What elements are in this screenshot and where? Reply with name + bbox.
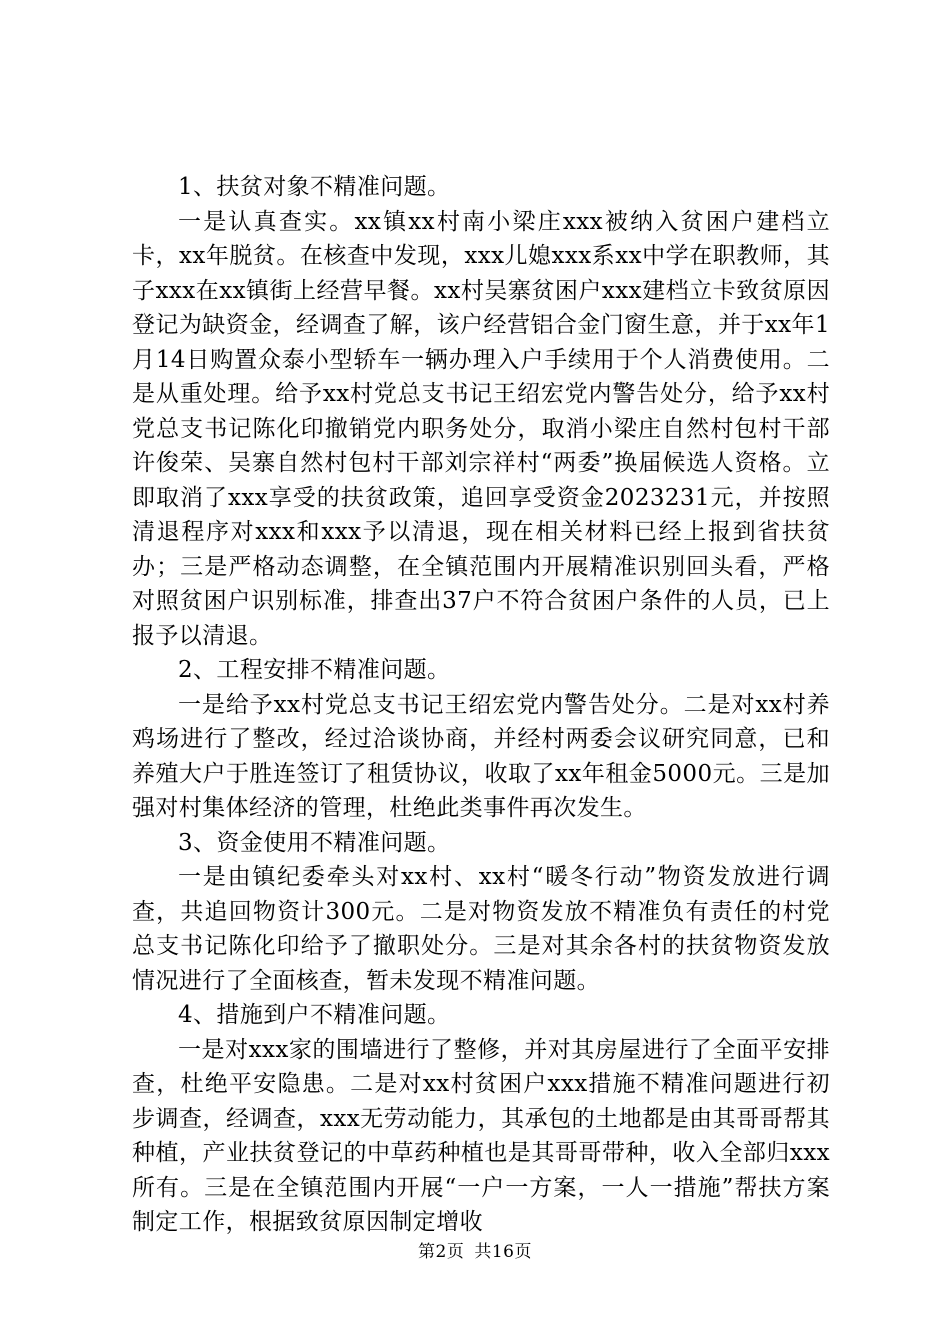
document-body [132, 170, 830, 1240]
heading-1-target-accuracy: 1、扶贫对象不精准问题。 [178, 174, 451, 200]
heading-4-household-measures: 4、措施到户不精准问题。 [178, 1002, 451, 1028]
page-total: 共16页 [474, 1242, 532, 1262]
page-footer [0, 1241, 950, 1263]
page-number: 第2页 [418, 1242, 465, 1262]
heading-2-project-arrangement: 2、工程安排不精准问题。 [178, 657, 451, 683]
paragraph-4-measures: 一是对xxx家的围墙进行了整修，并对其房屋进行了全面平安排查，杜绝平安隐患。二是对xx村贫困户xxx措施不精准问题进行初步调查，经调查，xxx无劳动能力，其承包的土地都是由其哥哥帮其种植，产业扶贫登记的中草药种植也是其哥哥带种，收入全部归xxx所有。三是在全镇范围内开展“一户一方案，一人一措施”帮扶方案制定工作，根据致贫原因制定增收 [132, 1036, 830, 1235]
paragraph-3-measures: 一是由镇纪委牵头对xx村、xx村“暖冬行动”物资发放进行调查，共追回物资计300元。二是对物资发放不精准负有责任的村党总支书记陈化印给予了撤职处分。三是对其余各村的扶贫物资发放情况进行了全面核查，暂未发现不精准问题。 [132, 864, 830, 994]
paragraph-1-measures: 一是认真查实。xx镇xx村南小梁庄xxx被纳入贫困户建档立卡，xx年脱贫。在核查中发现，xxx儿媳xxx系xx中学在职教师，其子xxx在xx镇街上经营早餐。xx村吴寨贫困户xxx建档立卡致贫原因登记为缺资金，经调查了解，该户经营铝合金门窗生意，并于xx年1月14日购置众泰小型轿车一辆办理入户手续用于个人消费使用。二是从重处理。给予xx村党总支书记王绍宏党内警告处分，给予xx村党总支书记陈化印撤销党内职务处分，取消小梁庄自然村包村干部许俊荣、吴寨自然村包村干部刘宗祥村“两委”换届候选人资格。立即取消了xxx享受的扶贫政策，追回享受资金2023231元，并按照清退程序对xxx和xxx予以清退，现在相关材料已经上报到省扶贫办；三是严格动态调整，在全镇范围内开展精准识别回头看，严格对照贫困户识别标准，排查出37户不符合贫困户条件的人员，已上报予以清退。 [132, 208, 830, 649]
paragraph-2-measures: 一是给予xx村党总支书记王绍宏党内警告处分。二是对xx村养鸡场进行了整改，经过洽谈协商，并经村两委会议研究同意，已和养殖大户于胜连签订了租赁协议，收取了xx年租金5000元。三是加强对村集体经济的管理，杜绝此类事件再次发生。 [132, 691, 830, 821]
heading-3-fund-usage: 3、资金使用不精准问题。 [178, 829, 451, 856]
